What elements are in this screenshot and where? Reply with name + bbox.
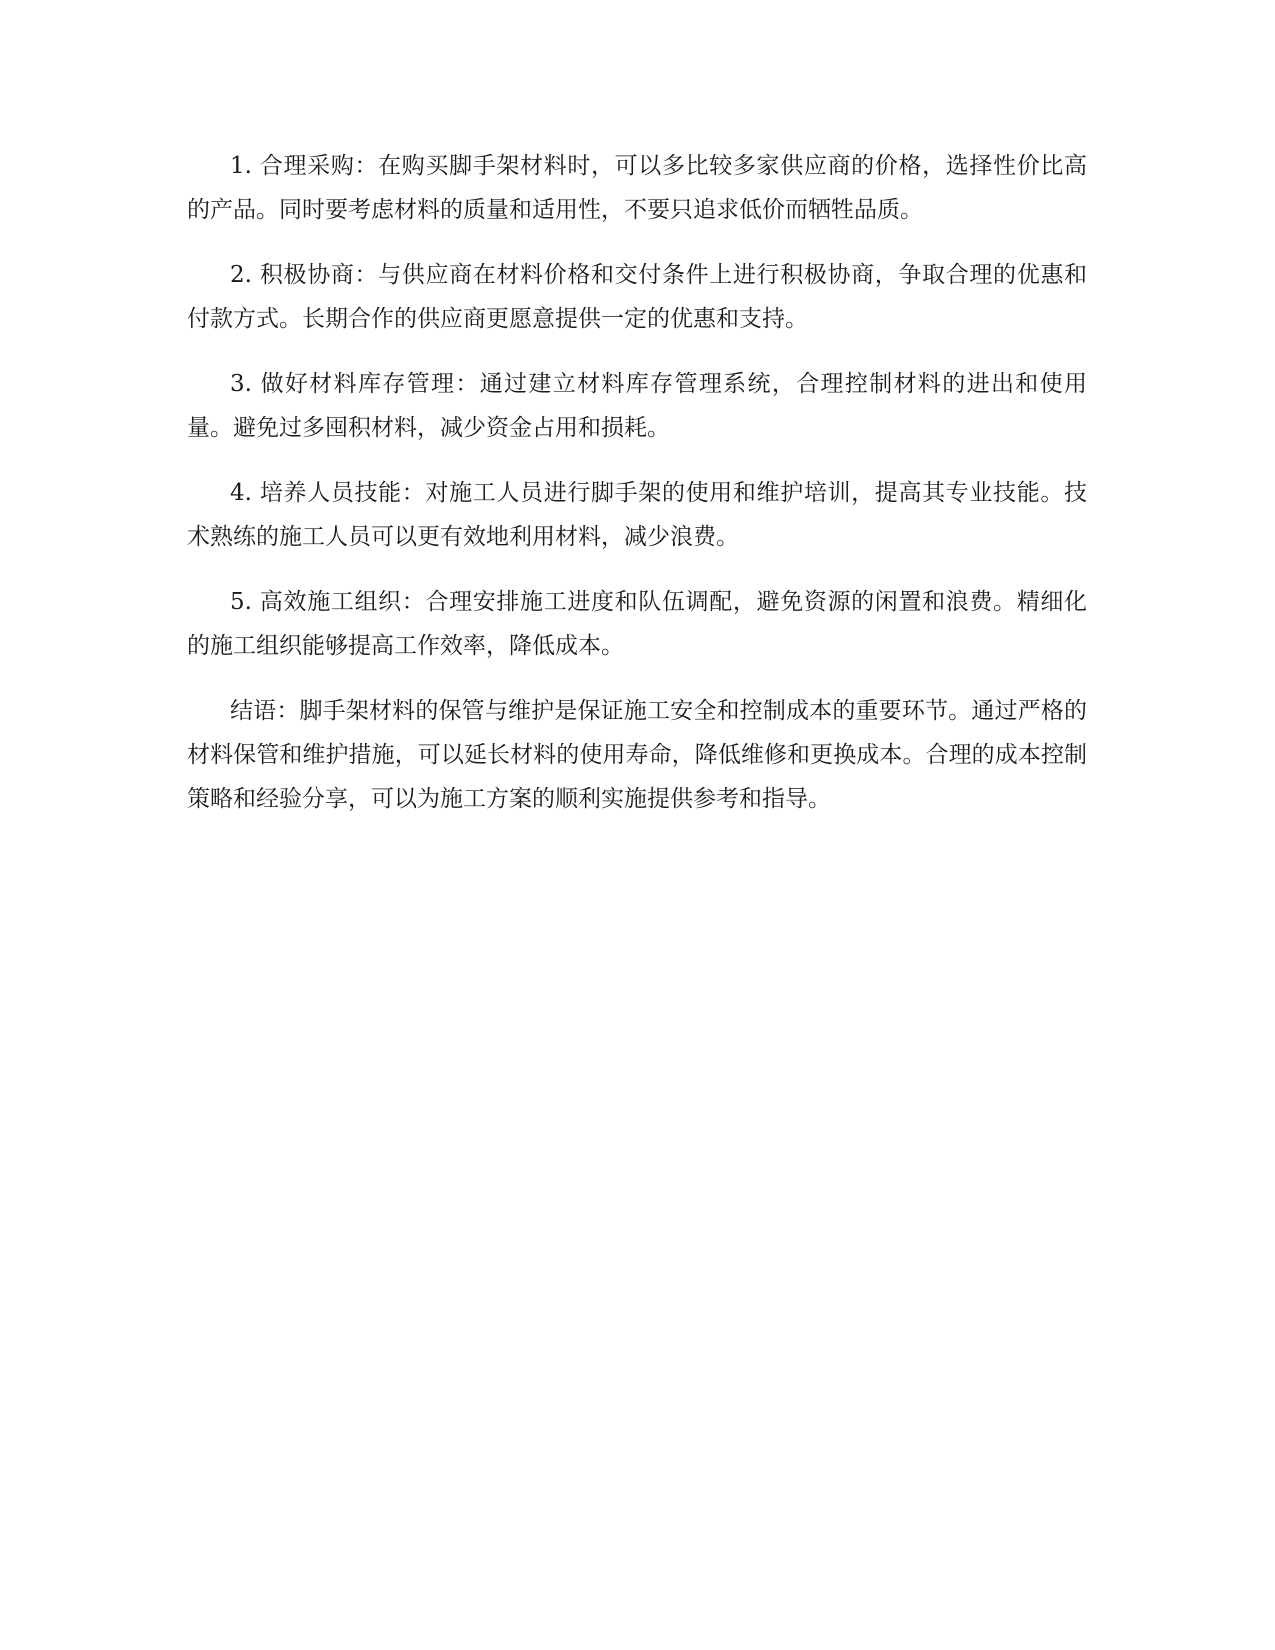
paragraph-inventory: 3. 做好材料库存管理：通过建立材料库存管理系统，合理控制材料的进出和使用量。避免过多囤积材料，减少资金占用和损耗。 (187, 371, 1087, 441)
document-body (187, 144, 1087, 842)
paragraph-organization: 5. 高效施工组织：合理安排施工进度和队伍调配，避免资源的闲置和浪费。精细化的施工组织能够提高工作效率，降低成本。 (187, 589, 1087, 659)
paragraph-training: 4. 培养人员技能：对施工人员进行脚手架的使用和维护培训，提高其专业技能。技术熟练的施工人员可以更有效地利用材料，减少浪费。 (187, 480, 1087, 550)
paragraph-negotiation: 2. 积极协商：与供应商在材料价格和交付条件上进行积极协商，争取合理的优惠和付款方式。长期合作的供应商更愿意提供一定的优惠和支持。 (187, 262, 1087, 332)
paragraph-conclusion: 结语：脚手架材料的保管与维护是保证施工安全和控制成本的重要环节。通过严格的材料保管和维护措施，可以延长材料的使用寿命，降低维修和更换成本。合理的成本控制策略和经验分享，可以为施工方案的顺利实施提供参考和指导。 (187, 698, 1087, 812)
paragraph-procurement: 1. 合理采购：在购买脚手架材料时，可以多比较多家供应商的价格，选择性价比高的产品。同时要考虑材料的质量和适用性，不要只追求低价而牺牲品质。 (187, 153, 1087, 223)
